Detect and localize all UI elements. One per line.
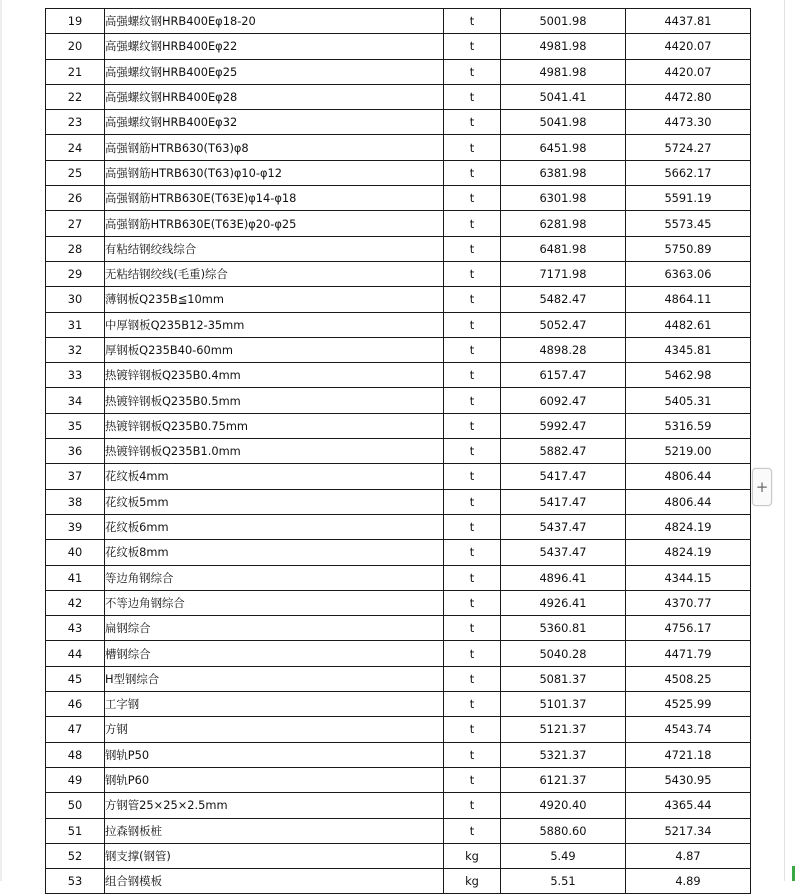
price-excl-tax-cell: 6363.06 bbox=[626, 261, 751, 286]
unit-cell: t bbox=[444, 59, 501, 84]
unit-cell: t bbox=[444, 363, 501, 388]
table-row bbox=[46, 565, 751, 590]
price-incl-tax-cell: 4926.41 bbox=[501, 590, 626, 615]
table-row bbox=[46, 489, 751, 514]
price-excl-tax-cell: 4756.17 bbox=[626, 616, 751, 641]
price-incl-tax-cell: 4920.40 bbox=[501, 793, 626, 818]
price-incl-tax-cell: 5041.41 bbox=[501, 84, 626, 109]
table-row bbox=[46, 540, 751, 565]
unit-cell: t bbox=[444, 616, 501, 641]
material-name-cell: H型钢综合 bbox=[105, 666, 444, 691]
material-name-cell: 方钢 bbox=[105, 717, 444, 742]
material-name-cell: 中厚钢板Q235B12-35mm bbox=[105, 312, 444, 337]
unit-cell: t bbox=[444, 767, 501, 792]
material-name-cell: 拉森钢板桩 bbox=[105, 818, 444, 843]
table-row bbox=[46, 818, 751, 843]
material-name-cell: 热镀锌钢板Q235B0.75mm bbox=[105, 413, 444, 438]
unit-cell: t bbox=[444, 211, 501, 236]
price-excl-tax-cell: 4.87 bbox=[626, 843, 751, 868]
material-name-cell: 有粘结钢绞线综合 bbox=[105, 236, 444, 261]
material-name-cell: 高强螺纹钢HRB400Eφ32 bbox=[105, 110, 444, 135]
price-incl-tax-cell: 4898.28 bbox=[501, 337, 626, 362]
price-excl-tax-cell: 5662.17 bbox=[626, 160, 751, 185]
unit-cell: t bbox=[444, 818, 501, 843]
price-incl-tax-cell: 5880.60 bbox=[501, 818, 626, 843]
unit-cell: t bbox=[444, 439, 501, 464]
unit-cell: t bbox=[444, 489, 501, 514]
material-name-cell: 高强钢筋HTRB630(T63)φ8 bbox=[105, 135, 444, 160]
row-number-cell: 52 bbox=[46, 843, 105, 868]
unit-cell: t bbox=[444, 261, 501, 286]
price-incl-tax-cell: 5992.47 bbox=[501, 413, 626, 438]
material-name-cell: 花纹板4mm bbox=[105, 464, 444, 489]
price-incl-tax-cell: 6381.98 bbox=[501, 160, 626, 185]
price-incl-tax-cell: 4981.98 bbox=[501, 34, 626, 59]
table-row bbox=[46, 464, 751, 489]
row-number-cell: 26 bbox=[46, 186, 105, 211]
table-row bbox=[46, 666, 751, 691]
price-excl-tax-cell: 5591.19 bbox=[626, 186, 751, 211]
price-excl-tax-cell: 4824.19 bbox=[626, 514, 751, 539]
table-row bbox=[46, 261, 751, 286]
row-number-cell: 47 bbox=[46, 717, 105, 742]
unit-cell: t bbox=[444, 135, 501, 160]
price-excl-tax-cell: 5462.98 bbox=[626, 363, 751, 388]
unit-cell: t bbox=[444, 312, 501, 337]
table-body bbox=[46, 9, 751, 894]
material-name-cell: 槽钢综合 bbox=[105, 641, 444, 666]
row-number-cell: 53 bbox=[46, 869, 105, 894]
material-name-cell: 花纹板5mm bbox=[105, 489, 444, 514]
row-number-cell: 33 bbox=[46, 363, 105, 388]
row-number-cell: 46 bbox=[46, 692, 105, 717]
row-number-cell: 51 bbox=[46, 818, 105, 843]
price-excl-tax-cell: 5430.95 bbox=[626, 767, 751, 792]
table-row bbox=[46, 717, 751, 742]
unit-cell: t bbox=[444, 413, 501, 438]
price-incl-tax-cell: 5121.37 bbox=[501, 717, 626, 742]
material-name-cell: 热镀锌钢板Q235B1.0mm bbox=[105, 439, 444, 464]
table-row bbox=[46, 742, 751, 767]
table-row bbox=[46, 160, 751, 185]
row-number-cell: 37 bbox=[46, 464, 105, 489]
table-row bbox=[46, 641, 751, 666]
price-table bbox=[45, 8, 751, 894]
row-number-cell: 36 bbox=[46, 439, 105, 464]
material-name-cell: 高强钢筋HTRB630E(T63E)φ14-φ18 bbox=[105, 186, 444, 211]
price-excl-tax-cell: 4.89 bbox=[626, 869, 751, 894]
table-row bbox=[46, 793, 751, 818]
price-incl-tax-cell: 5041.98 bbox=[501, 110, 626, 135]
price-excl-tax-cell: 4806.44 bbox=[626, 489, 751, 514]
table-row bbox=[46, 616, 751, 641]
row-number-cell: 19 bbox=[46, 9, 105, 34]
price-incl-tax-cell: 7171.98 bbox=[501, 261, 626, 286]
table-row bbox=[46, 514, 751, 539]
price-incl-tax-cell: 5081.37 bbox=[501, 666, 626, 691]
price-excl-tax-cell: 4471.79 bbox=[626, 641, 751, 666]
price-incl-tax-cell: 5040.28 bbox=[501, 641, 626, 666]
price-excl-tax-cell: 5724.27 bbox=[626, 135, 751, 160]
table-row bbox=[46, 287, 751, 312]
row-number-cell: 24 bbox=[46, 135, 105, 160]
price-incl-tax-cell: 6092.47 bbox=[501, 388, 626, 413]
material-name-cell: 等边角钢综合 bbox=[105, 565, 444, 590]
unit-cell: t bbox=[444, 388, 501, 413]
row-number-cell: 27 bbox=[46, 211, 105, 236]
price-incl-tax-cell: 5417.47 bbox=[501, 464, 626, 489]
unit-cell: t bbox=[444, 692, 501, 717]
table-row bbox=[46, 312, 751, 337]
row-number-cell: 34 bbox=[46, 388, 105, 413]
price-incl-tax-cell: 6481.98 bbox=[501, 236, 626, 261]
price-incl-tax-cell: 5.49 bbox=[501, 843, 626, 868]
price-excl-tax-cell: 4370.77 bbox=[626, 590, 751, 615]
price-excl-tax-cell: 4365.44 bbox=[626, 793, 751, 818]
material-name-cell: 高强螺纹钢HRB400Eφ18-20 bbox=[105, 9, 444, 34]
price-excl-tax-cell: 5316.59 bbox=[626, 413, 751, 438]
material-name-cell: 组合钢模板 bbox=[105, 869, 444, 894]
table-row bbox=[46, 34, 751, 59]
row-number-cell: 31 bbox=[46, 312, 105, 337]
price-incl-tax-cell: 6281.98 bbox=[501, 211, 626, 236]
unit-cell: t bbox=[444, 514, 501, 539]
table-row bbox=[46, 439, 751, 464]
material-name-cell: 钢轨P50 bbox=[105, 742, 444, 767]
unit-cell: t bbox=[444, 540, 501, 565]
table-row bbox=[46, 413, 751, 438]
unit-cell: t bbox=[444, 287, 501, 312]
price-incl-tax-cell: 5001.98 bbox=[501, 9, 626, 34]
unit-cell: t bbox=[444, 666, 501, 691]
material-name-cell: 高强钢筋HTRB630E(T63E)φ20-φ25 bbox=[105, 211, 444, 236]
table-row bbox=[46, 186, 751, 211]
unit-cell: t bbox=[444, 717, 501, 742]
price-excl-tax-cell: 4482.61 bbox=[626, 312, 751, 337]
price-excl-tax-cell: 5217.34 bbox=[626, 818, 751, 843]
row-number-cell: 25 bbox=[46, 160, 105, 185]
unit-cell: t bbox=[444, 565, 501, 590]
unit-cell: t bbox=[444, 793, 501, 818]
price-excl-tax-cell: 4473.30 bbox=[626, 110, 751, 135]
row-number-cell: 45 bbox=[46, 666, 105, 691]
price-excl-tax-cell: 4420.07 bbox=[626, 34, 751, 59]
price-incl-tax-cell: 5437.47 bbox=[501, 514, 626, 539]
unit-cell: t bbox=[444, 9, 501, 34]
row-number-cell: 40 bbox=[46, 540, 105, 565]
price-excl-tax-cell: 4824.19 bbox=[626, 540, 751, 565]
material-name-cell: 薄钢板Q235B≦10mm bbox=[105, 287, 444, 312]
material-name-cell: 钢轨P60 bbox=[105, 767, 444, 792]
row-number-cell: 32 bbox=[46, 337, 105, 362]
price-incl-tax-cell: 5437.47 bbox=[501, 540, 626, 565]
price-excl-tax-cell: 4420.07 bbox=[626, 59, 751, 84]
table-row bbox=[46, 869, 751, 894]
table-row bbox=[46, 236, 751, 261]
table-row bbox=[46, 767, 751, 792]
price-incl-tax-cell: 6451.98 bbox=[501, 135, 626, 160]
row-number-cell: 50 bbox=[46, 793, 105, 818]
material-name-cell: 高强螺纹钢HRB400Eφ25 bbox=[105, 59, 444, 84]
row-number-cell: 38 bbox=[46, 489, 105, 514]
row-number-cell: 29 bbox=[46, 261, 105, 286]
table-row bbox=[46, 135, 751, 160]
material-name-cell: 工字钢 bbox=[105, 692, 444, 717]
unit-cell: t bbox=[444, 84, 501, 109]
price-incl-tax-cell: 5882.47 bbox=[501, 439, 626, 464]
unit-cell: t bbox=[444, 337, 501, 362]
price-incl-tax-cell: 6121.37 bbox=[501, 767, 626, 792]
material-name-cell: 热镀锌钢板Q235B0.4mm bbox=[105, 363, 444, 388]
material-name-cell: 高强螺纹钢HRB400Eφ22 bbox=[105, 34, 444, 59]
page-right-edge bbox=[784, 0, 785, 881]
material-name-cell: 钢支撑(钢管) bbox=[105, 843, 444, 868]
material-name-cell: 高强钢筋HTRB630(T63)φ10-φ12 bbox=[105, 160, 444, 185]
material-name-cell: 厚钢板Q235B40-60mm bbox=[105, 337, 444, 362]
material-name-cell: 扁钢综合 bbox=[105, 616, 444, 641]
material-name-cell: 方钢管25×25×2.5mm bbox=[105, 793, 444, 818]
row-number-cell: 42 bbox=[46, 590, 105, 615]
table-row bbox=[46, 692, 751, 717]
price-excl-tax-cell: 4508.25 bbox=[626, 666, 751, 691]
row-number-cell: 43 bbox=[46, 616, 105, 641]
price-incl-tax-cell: 5360.81 bbox=[501, 616, 626, 641]
row-number-cell: 39 bbox=[46, 514, 105, 539]
unit-cell: t bbox=[444, 641, 501, 666]
table-row bbox=[46, 110, 751, 135]
material-name-cell: 花纹板8mm bbox=[105, 540, 444, 565]
row-number-cell: 48 bbox=[46, 742, 105, 767]
price-excl-tax-cell: 4437.81 bbox=[626, 9, 751, 34]
price-excl-tax-cell: 4864.11 bbox=[626, 287, 751, 312]
material-name-cell: 不等边角钢综合 bbox=[105, 590, 444, 615]
price-incl-tax-cell: 4981.98 bbox=[501, 59, 626, 84]
row-number-cell: 20 bbox=[46, 34, 105, 59]
table-row bbox=[46, 337, 751, 362]
unit-cell: t bbox=[444, 34, 501, 59]
expand-button[interactable]: + bbox=[752, 468, 772, 506]
price-incl-tax-cell: 5417.47 bbox=[501, 489, 626, 514]
price-excl-tax-cell: 4472.80 bbox=[626, 84, 751, 109]
price-excl-tax-cell: 4345.81 bbox=[626, 337, 751, 362]
price-incl-tax-cell: 6301.98 bbox=[501, 186, 626, 211]
unit-cell: t bbox=[444, 186, 501, 211]
table-row bbox=[46, 590, 751, 615]
unit-cell: t bbox=[444, 236, 501, 261]
row-number-cell: 22 bbox=[46, 84, 105, 109]
table-row bbox=[46, 59, 751, 84]
row-number-cell: 28 bbox=[46, 236, 105, 261]
price-excl-tax-cell: 4721.18 bbox=[626, 742, 751, 767]
table-row bbox=[46, 9, 751, 34]
price-excl-tax-cell: 4806.44 bbox=[626, 464, 751, 489]
table-row bbox=[46, 211, 751, 236]
price-excl-tax-cell: 5750.89 bbox=[626, 236, 751, 261]
price-incl-tax-cell: 5052.47 bbox=[501, 312, 626, 337]
price-incl-tax-cell: 5482.47 bbox=[501, 287, 626, 312]
price-excl-tax-cell: 4543.74 bbox=[626, 717, 751, 742]
row-number-cell: 30 bbox=[46, 287, 105, 312]
unit-cell: t bbox=[444, 742, 501, 767]
material-name-cell: 高强螺纹钢HRB400Eφ28 bbox=[105, 84, 444, 109]
price-incl-tax-cell: 6157.47 bbox=[501, 363, 626, 388]
price-incl-tax-cell: 4896.41 bbox=[501, 565, 626, 590]
row-number-cell: 41 bbox=[46, 565, 105, 590]
table-row bbox=[46, 843, 751, 868]
unit-cell: kg bbox=[444, 843, 501, 868]
table-row bbox=[46, 363, 751, 388]
material-name-cell: 花纹板6mm bbox=[105, 514, 444, 539]
row-number-cell: 44 bbox=[46, 641, 105, 666]
green-marker bbox=[792, 866, 795, 881]
price-excl-tax-cell: 4525.99 bbox=[626, 692, 751, 717]
table-row bbox=[46, 388, 751, 413]
row-number-cell: 49 bbox=[46, 767, 105, 792]
row-number-cell: 21 bbox=[46, 59, 105, 84]
price-incl-tax-cell: 5.51 bbox=[501, 869, 626, 894]
row-number-cell: 35 bbox=[46, 413, 105, 438]
price-incl-tax-cell: 5101.37 bbox=[501, 692, 626, 717]
unit-cell: kg bbox=[444, 869, 501, 894]
table-row bbox=[46, 84, 751, 109]
material-name-cell: 热镀锌钢板Q235B0.5mm bbox=[105, 388, 444, 413]
price-excl-tax-cell: 5573.45 bbox=[626, 211, 751, 236]
unit-cell: t bbox=[444, 110, 501, 135]
price-incl-tax-cell: 5321.37 bbox=[501, 742, 626, 767]
price-excl-tax-cell: 5405.31 bbox=[626, 388, 751, 413]
material-name-cell: 无粘结钢绞线(毛重)综合 bbox=[105, 261, 444, 286]
unit-cell: t bbox=[444, 160, 501, 185]
unit-cell: t bbox=[444, 590, 501, 615]
row-number-cell: 23 bbox=[46, 110, 105, 135]
unit-cell: t bbox=[444, 464, 501, 489]
price-excl-tax-cell: 5219.00 bbox=[626, 439, 751, 464]
price-excl-tax-cell: 4344.15 bbox=[626, 565, 751, 590]
